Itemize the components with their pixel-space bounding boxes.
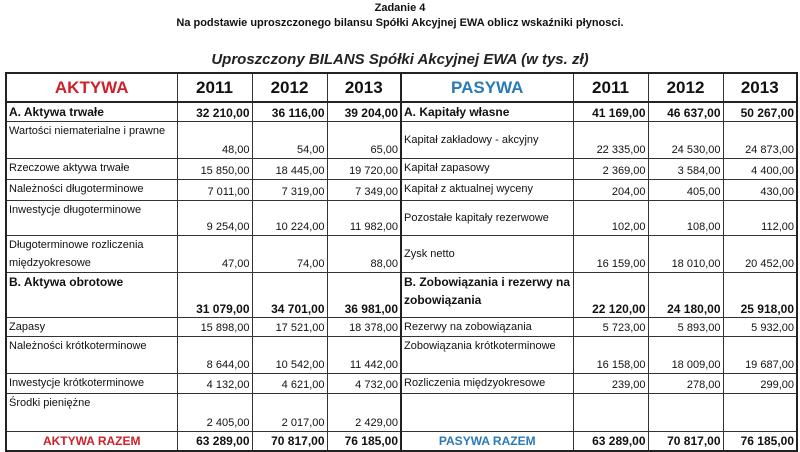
aktywa-value: 32 210,00 [177,102,252,122]
pasywa-value: 405,00 [648,180,723,201]
aktywa-label: Wartości niematerialne i prawne [6,122,177,159]
pasywa-value: 46 637,00 [648,102,723,122]
pasywa-value: 19 687,00 [723,337,797,374]
pasywa-label: Zobowiązania krótkoterminowe [401,337,573,374]
pasywa-value: 102,00 [573,201,648,236]
pasywa-value: 5 723,00 [573,318,648,337]
pasywa-value: 22 120,00 [573,273,648,318]
aktywa-value: 11 442,00 [327,337,401,374]
table-row [6,394,797,432]
table-row [6,102,797,122]
table-row [6,180,797,201]
aktywa-value: 9 254,00 [177,201,252,236]
table-row [6,374,797,394]
aktywa-value: 70 817,00 [252,432,327,451]
aktywa-value: 65,00 [327,122,401,159]
aktywa-value: 2 405,00 [177,394,252,432]
pasywa-header: PASYWA [401,73,573,102]
pasywa-value: 16 158,00 [573,337,648,374]
aktywa-label: Rzeczowe aktywa trwałe [6,159,177,180]
aktywa-value: 34 701,00 [252,273,327,318]
table-row [6,318,797,337]
aktywa-value: 88,00 [327,236,401,273]
year-header: 2012 [252,73,327,102]
pasywa-label: Zysk netto [401,236,573,273]
pasywa-value: 63 289,00 [573,432,648,451]
aktywa-value: 63 289,00 [177,432,252,451]
table-row [6,337,797,374]
aktywa-label: Długoterminowe rozliczenia międzyokresowe [6,236,177,273]
year-header: 2013 [327,73,401,102]
pasywa-label: Pozostałe kapitały rezerwowe [401,201,573,236]
pasywa-value: 16 159,00 [573,236,648,273]
aktywa-label: Środki pieniężne [6,394,177,432]
pasywa-label: Rezerwy na zobowiązania [401,318,573,337]
pasywa-value: 278,00 [648,374,723,394]
header-row [6,73,797,102]
table-row [6,201,797,236]
pasywa-value: 108,00 [648,201,723,236]
pasywa-value: 24 530,00 [648,122,723,159]
pasywa-value: 22 335,00 [573,122,648,159]
pasywa-value: 24 180,00 [648,273,723,318]
pasywa-value: 5 932,00 [723,318,797,337]
aktywa-value: 31 079,00 [177,273,252,318]
aktywa-value: 4 132,00 [177,374,252,394]
task-title: Zadanie 4 [374,2,426,14]
aktywa-value: 2 429,00 [327,394,401,432]
year-header: 2011 [177,73,252,102]
aktywa-value: 15 898,00 [177,318,252,337]
pasywa-value: 4 400,00 [723,159,797,180]
aktywa-value: 39 204,00 [327,102,401,122]
aktywa-value: 4 732,00 [327,374,401,394]
pasywa-value: 430,00 [723,180,797,201]
pasywa-value: 299,00 [723,374,797,394]
table-row [6,122,797,159]
pasywa-label: Rozliczenia międzyokresowe [401,374,573,394]
aktywa-value: 48,00 [177,122,252,159]
pasywa-value: 20 452,00 [723,236,797,273]
aktywa-label: A. Aktywa trwałe [6,102,177,122]
aktywa-value: 36 981,00 [327,273,401,318]
aktywa-value: 8 644,00 [177,337,252,374]
aktywa-value: 2 017,00 [252,394,327,432]
pasywa-value [573,394,648,432]
pasywa-value: 18 010,00 [648,236,723,273]
pasywa-value: 50 267,00 [723,102,797,122]
pasywa-label [401,394,573,432]
pasywa-value: 112,00 [723,201,797,236]
pasywa-value: 41 169,00 [573,102,648,122]
pasywa-value: 5 893,00 [648,318,723,337]
year-header: 2011 [573,73,648,102]
aktywa-label: Inwestycje krótkoterminowe [6,374,177,394]
aktywa-value: 7 011,00 [177,180,252,201]
pasywa-value: 24 873,00 [723,122,797,159]
aktywa-label: Należności długoterminowe [6,180,177,201]
pasywa-value: 239,00 [573,374,648,394]
aktywa-value: 15 850,00 [177,159,252,180]
table-row [6,236,797,273]
year-header: 2013 [723,73,797,102]
aktywa-value: 19 720,00 [327,159,401,180]
pasywa-label: Kapitał zakładowy - akcyjny [401,122,573,159]
pasywa-value: 3 584,00 [648,159,723,180]
aktywa-value: 11 982,00 [327,201,401,236]
aktywa-value: 47,00 [177,236,252,273]
pasywa-value: 76 185,00 [723,432,797,451]
task-instruction: Na podstawie uproszczonego bilansu Spółki Akcyjnej EWA oblicz wskaźniki płynosci. [176,17,624,29]
aktywa-value: 74,00 [252,236,327,273]
pasywa-value: 2 369,00 [573,159,648,180]
table-caption: Uproszczony BILANS Spółki Akcyjnej EWA (w tys. zł) [211,51,589,68]
pasywa-value [723,394,797,432]
pasywa-value: 204,00 [573,180,648,201]
aktywa-value: 17 521,00 [252,318,327,337]
aktywa-header: AKTYWA [6,73,177,102]
pasywa-value: 25 918,00 [723,273,797,318]
aktywa-value: 7 349,00 [327,180,401,201]
year-header: 2012 [648,73,723,102]
table-row [6,159,797,180]
pasywa-label: A. Kapitały własne [401,102,573,122]
pasywa-value: 18 009,00 [648,337,723,374]
pasywa-value [648,394,723,432]
total-row [6,432,797,451]
table-row [6,273,797,318]
pasywa-label: Kapitał zapasowy [401,159,573,180]
aktywa-value: 54,00 [252,122,327,159]
pasywa-label: PASYWA RAZEM [401,432,573,451]
aktywa-value: 7 319,00 [252,180,327,201]
aktywa-label: AKTYWA RAZEM [6,432,177,451]
pasywa-label: B. Zobowiązania i rezerwy na zobowiązania [401,273,573,318]
balance-sheet-table [5,72,798,452]
aktywa-value: 76 185,00 [327,432,401,451]
aktywa-label: B. Aktywa obrotowe [6,273,177,318]
aktywa-value: 4 621,00 [252,374,327,394]
pasywa-label: Kapitał z aktualnej wyceny [401,180,573,201]
aktywa-value: 18 445,00 [252,159,327,180]
aktywa-value: 10 224,00 [252,201,327,236]
aktywa-value: 18 378,00 [327,318,401,337]
aktywa-value: 10 542,00 [252,337,327,374]
aktywa-label: Inwestycje długoterminowe [6,201,177,236]
aktywa-label: Zapasy [6,318,177,337]
aktywa-value: 36 116,00 [252,102,327,122]
pasywa-value: 70 817,00 [648,432,723,451]
aktywa-label: Należności krótkoterminowe [6,337,177,374]
